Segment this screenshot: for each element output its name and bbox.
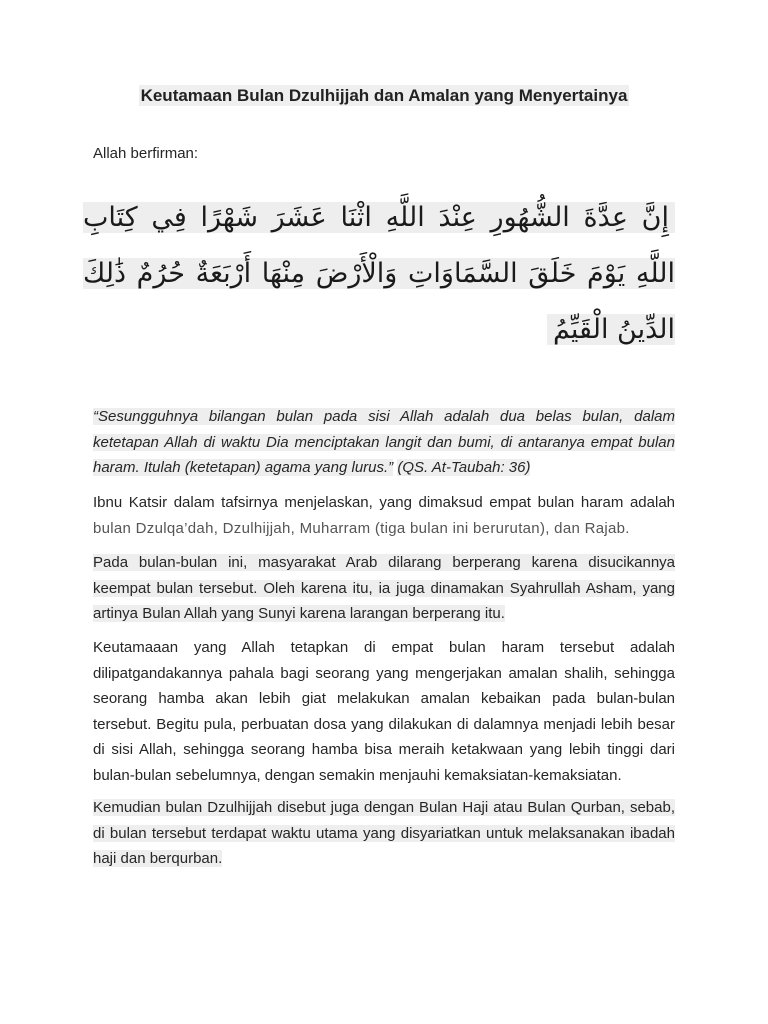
virtue-paragraph — [93, 635, 675, 788]
haram-months-paragraph — [93, 550, 675, 627]
dzulhijjah-text: Kemudian bulan Dzulhijjah disebut juga dengan Bulan Haji atau Bulan Qurban, sebab, di bulan tersebut terdapat waktu utama yang disyariatkan untuk melaksanakan ibadah haji dan berqurban. — [93, 799, 675, 867]
arabic-verse — [83, 190, 675, 358]
quote-paragraph — [93, 404, 675, 481]
virtue-text: Keutamaaan yang Allah tetapkan di empat bulan haram tersebut adalah dilipatgandakannya pahala bagi seorang yang mengerjakan amalan shalih, sehingga seorang hamba akan lebih giat melakukan amalan kebaikan pada bulan-bulan tersebut. Begitu pula, perbuatan dosa yang dilakukan di dalamnya menjadi lebih besar di sisi Allah, sehingga seorang hamba bisa meraih ketakwaan yang lebih tinggi dari bulan-bulan sebelumnya, dengan semakin menjauhi kemaksiatan-kemaksiatan. — [93, 639, 675, 784]
intro-text: Allah berfirman: — [93, 145, 199, 162]
quote-reference: (QS. At-Taubah: 36) — [397, 459, 531, 476]
dzulhijjah-paragraph — [93, 795, 675, 872]
quote-text: “Sesungguhnya bilangan bulan pada sisi Allah adalah dua belas bulan, dalam ketetapan Allah di waktu Dia menciptakan langit dan bumi, di antaranya empat bulan haram. Itulah (ketetapan) agama yang lurus.” — [93, 408, 675, 476]
ibnu-katsir-paragraph — [93, 490, 675, 541]
ibnu-katsir-line-2: bulan Dzulqa’dah, Dzulhijjah, Muharram (tiga bulan ini berurutan), dan Rajab. — [93, 519, 630, 537]
document-title-text: Keutamaan Bulan Dzulhijjah dan Amalan yang Menyertainya — [140, 86, 628, 105]
arabic-verse-text: إِنَّ عِدَّةَ الشُّهُورِ عِنْدَ اللَّهِ اثْنَا عَشَرَ شَهْرًا فِي كِتَابِ اللَّهِ يَوْمَ خَلَقَ السَّمَاوَاتِ وَالْأَرْضَ مِنْهَا أَرْبَعَةٌ حُرُمٌ ذَٰلِكَ الدِّينُ الْقَيِّمُ — [83, 202, 675, 345]
document-title — [93, 86, 675, 106]
ibnu-katsir-line-1: Ibnu Katsir dalam tafsirnya menjelaskan, yang dimaksud empat bulan haram adalah — [93, 494, 675, 511]
haram-months-text: Pada bulan-bulan ini, masyarakat Arab dilarang berperang karena disucikannya keempat bulan tersebut. Oleh karena itu, ia juga dinamakan Syahrullah Asham, yang artinya Bulan Allah yang Sunyi karena larangan berperang itu. — [93, 554, 675, 622]
